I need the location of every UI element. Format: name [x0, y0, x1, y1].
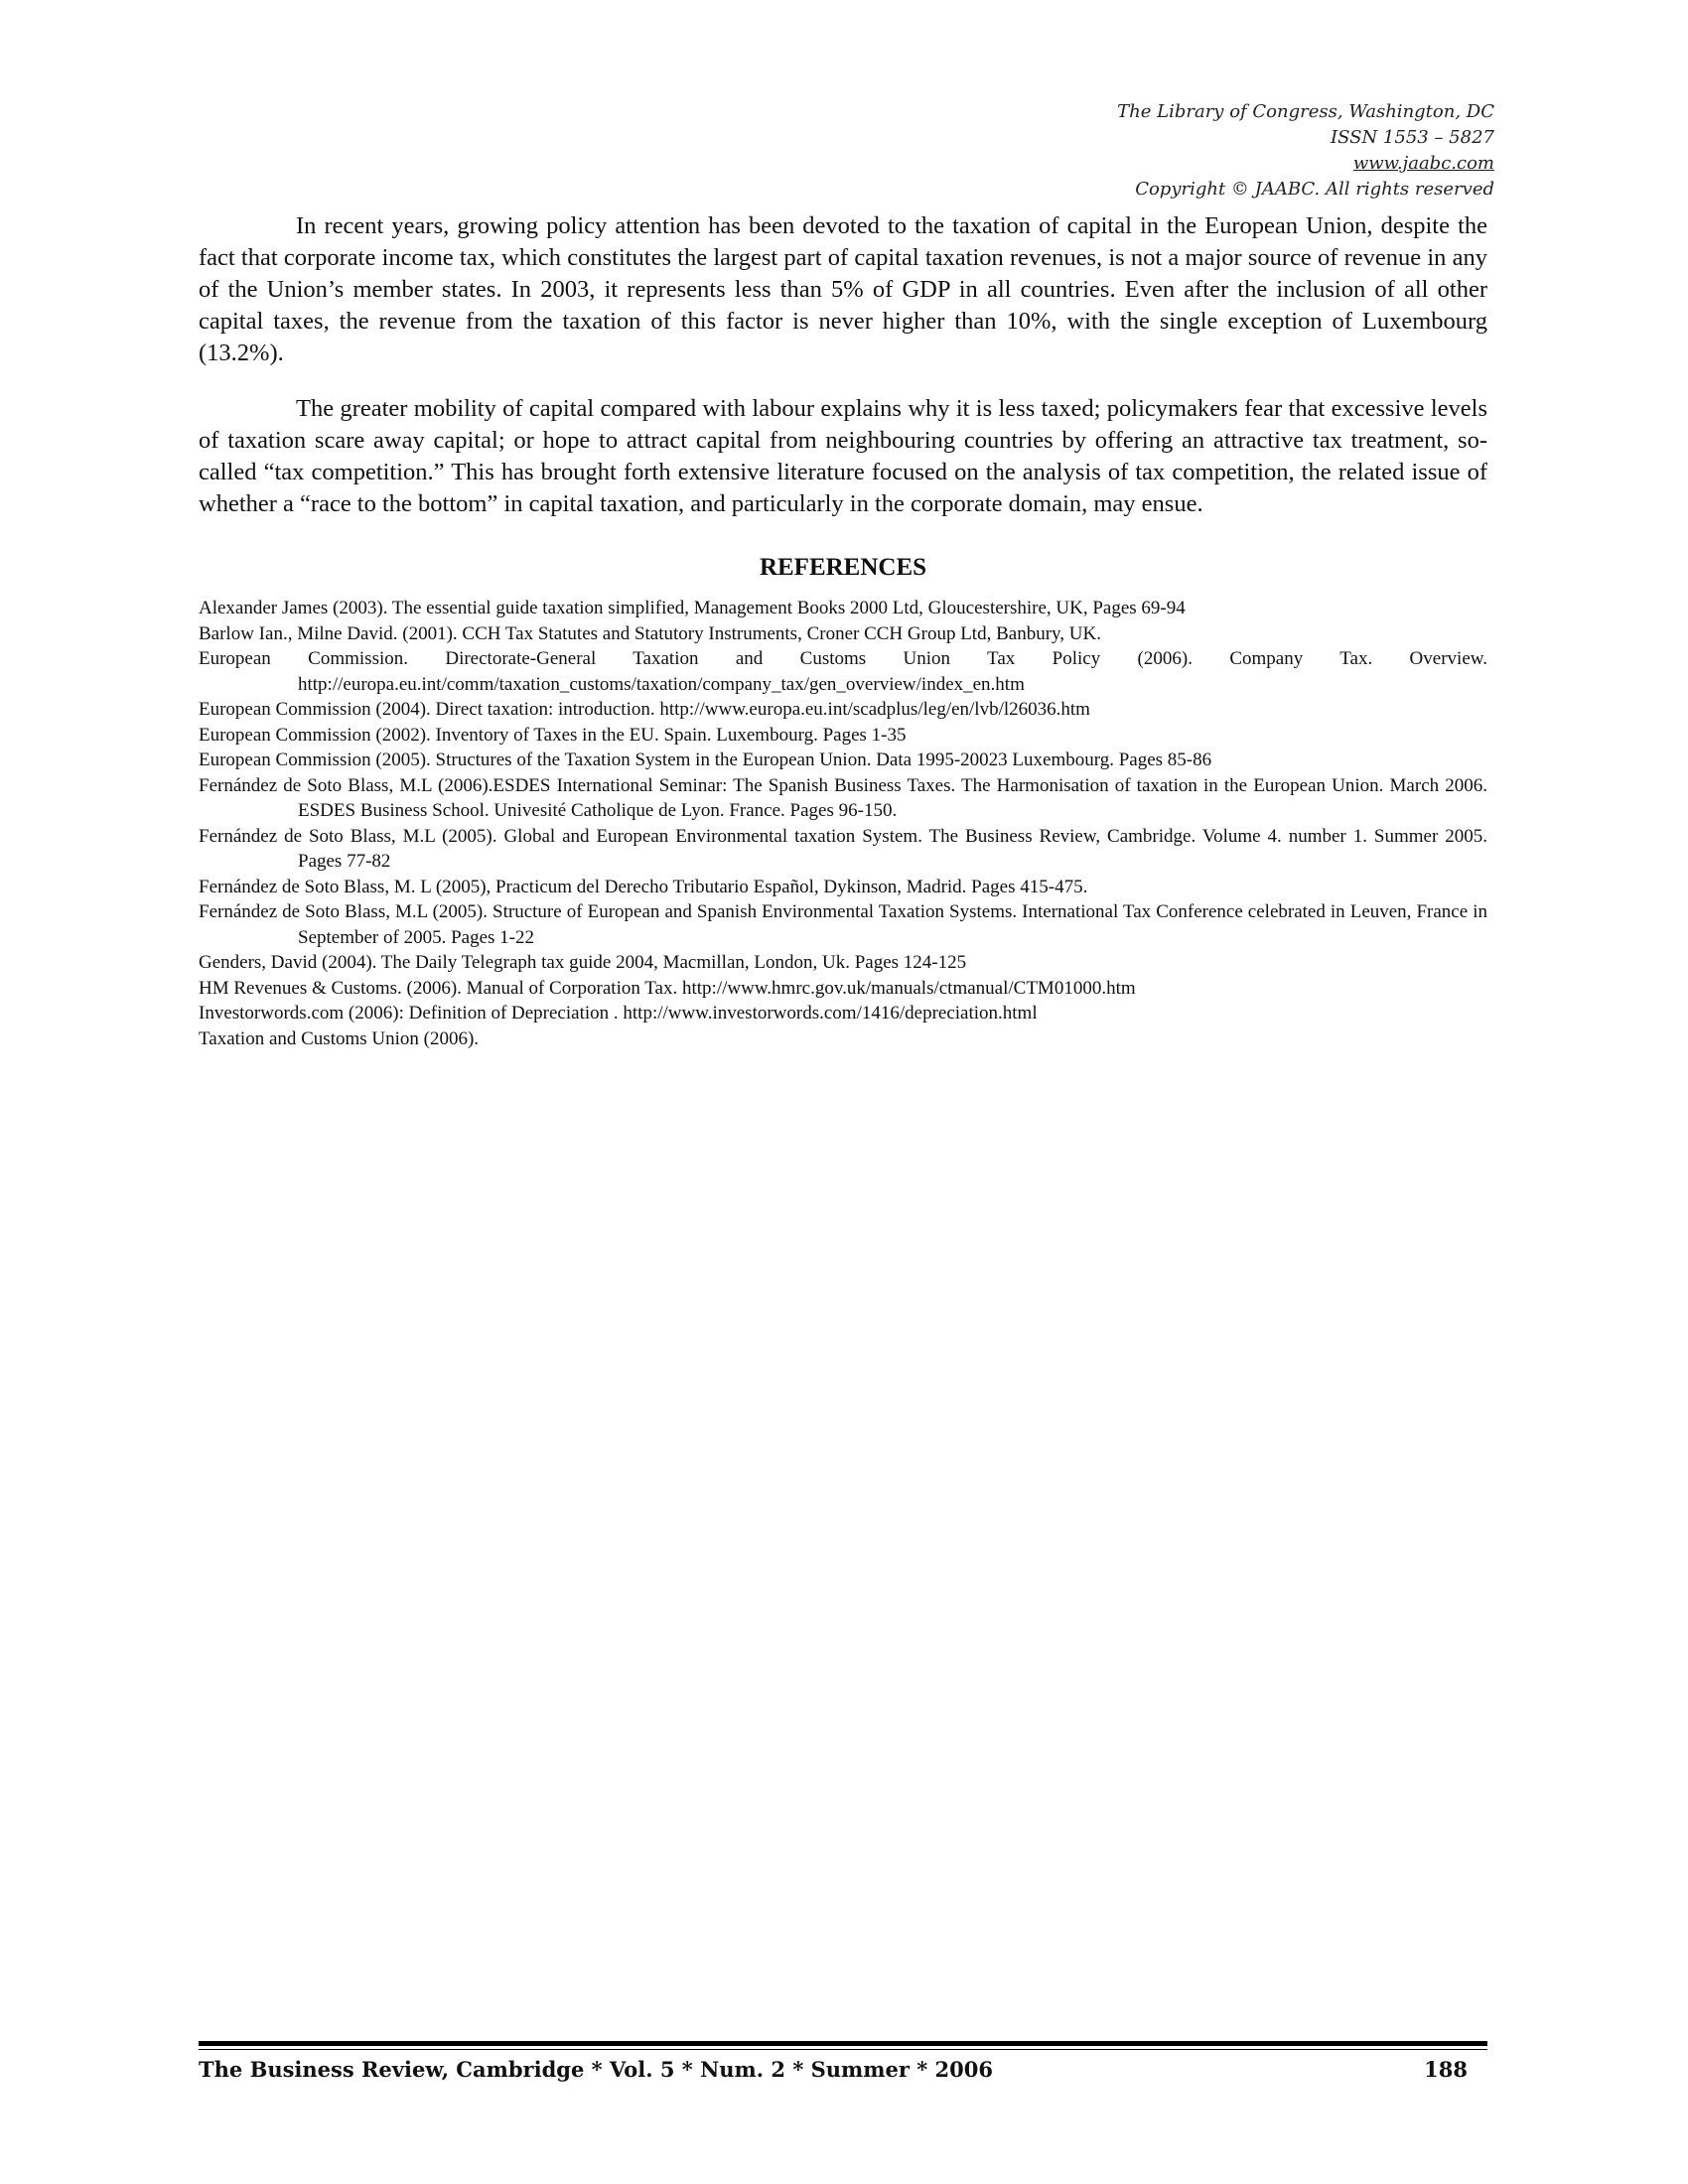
reference-item: Fernández de Soto Blass, M.L (2005). Structure of European and Spanish Environmental Taxation Systems. International Tax Conference celebrated in Leuven, France in September of 2005. Pages 1-22: [199, 901, 1487, 948]
reference-item: Fernández de Soto Blass, M. L (2005), Practicum del Derecho Tributario Español, Dykinson, Madrid. Pages 415-475.: [199, 876, 1088, 897]
reference-item: Genders, David (2004). The Daily Telegraph tax guide 2004, Macmillan, London, Uk. Pages 124-125: [199, 952, 967, 973]
header-url-link[interactable]: www.jaabc.com: [1352, 153, 1494, 174]
reference-item: Fernández de Soto Blass, M.L (2006).ESDES International Seminar: The Spanish Business Taxes. The Harmonisation of taxation in the European Union. March 2006. ESDES Business School. Univesité Catholique de Lyon. France. Pages 96-150.: [199, 774, 1487, 821]
paragraph-1: In recent years, growing policy attention has been devoted to the taxation of capital in the European Union, despite the fact that corporate income tax, which constitutes the largest part of capital taxation revenues, is not a major source of revenue in any of the Union’s member states. In 2003, it represents less than 5% of GDP in all countries. Even after the inclusion of all other capital taxes, the revenue from the taxation of this factor is never higher than 10%, with the single exception of Luxembourg (13.2%).: [199, 212, 1487, 366]
paragraph-2: The greater mobility of capital compared with labour explains why it is less taxed; policymakers fear that excessive levels of taxation scare away capital; or hope to attract capital from neighbouring countries by offering an attractive tax treatment, so-called “tax competition.” This has brought forth extensive literature focused on the analysis of tax competition, the related issue of whether a “race to the bottom” in capital taxation, and particularly in the corporate domain, may ensue.: [199, 395, 1487, 517]
references-heading: REFERENCES: [759, 554, 927, 581]
footer-journal: The Business Review, Cambridge * Vol. 5 * Num. 2 * Summer * 2006: [199, 2057, 993, 2082]
reference-item: European Commission (2004). Direct taxation: introduction. http://www.europa.eu.int/scadplus/leg/en/lvb/l26036.htm: [199, 699, 1090, 720]
reference-item: Fernández de Soto Blass, M.L (2005). Global and European Environmental taxation System. The Business Review, Cambridge. Volume 4. number 1. Summer 2005. Pages 77-82: [199, 825, 1487, 872]
running-header: [1117, 99, 1494, 203]
page-footer: [199, 2057, 1487, 2082]
main-content: [199, 210, 1487, 1051]
reference-item: European Commission (2002). Inventory of Taxes in the EU. Spain. Luxembourg. Pages 1-35: [199, 724, 907, 746]
header-copyright: Copyright © JAABC. All rights reserved: [1135, 179, 1494, 200]
reference-item: European Commission (2005). Structures of the Taxation System in the European Union. Data 1995-20023 Luxembourg. Pages 85-86: [199, 750, 1212, 770]
footer-divider-thick: [199, 2041, 1487, 2046]
footer-divider-thin: [199, 2049, 1487, 2050]
reference-item: Taxation and Customs Union (2006).: [199, 1027, 480, 1049]
references-list: [199, 596, 1487, 1051]
header-issn: ISSN 1553 – 5827: [1331, 127, 1494, 148]
reference-item: Alexander James (2003). The essential guide taxation simplified, Management Books 2000 Ltd, Gloucestershire, UK, Pages 69-94: [199, 598, 1186, 618]
reference-item: Investorwords.com (2006): Definition of Depreciation . http://www.investorwords.com/1416/depreciation.html: [199, 1003, 1038, 1024]
page-number: 188: [1424, 2057, 1468, 2082]
header-library: The Library of Congress, Washington, DC: [1117, 101, 1494, 122]
reference-item: HM Revenues & Customs. (2006). Manual of Corporation Tax. http://www.hmrc.gov.uk/manuals/ctmanual/CTM01000.htm: [199, 977, 1136, 999]
reference-item: European Commission. Directorate-General Taxation and Customs Union Tax Policy (2006). Company Tax. Overview. http://europa.eu.int/comm/taxation_customs/taxation/company_tax/gen_overview/index_en.htm: [199, 648, 1487, 695]
reference-item: Barlow Ian., Milne David. (2001). CCH Tax Statutes and Statutory Instruments, Croner CCH Group Ltd, Banbury, UK.: [199, 622, 1101, 644]
